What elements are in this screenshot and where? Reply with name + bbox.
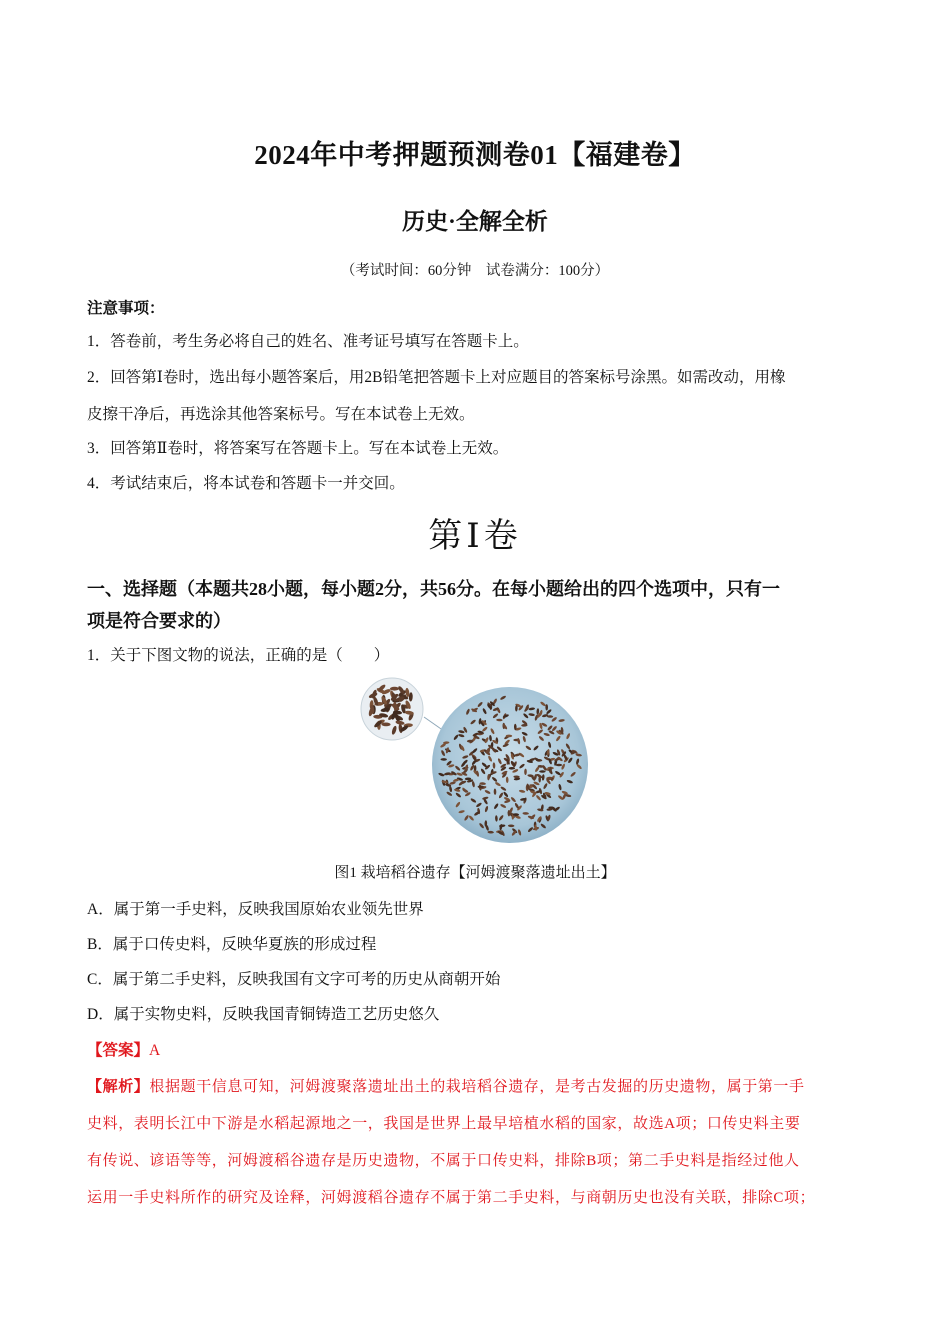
option-d: D．属于实物史料，反映我国青铜铸造工艺历史悠久	[87, 1006, 440, 1023]
section-heading: 一、选择题（本题共28小题，每小题2分，共56分。在每小题给出的四个选项中，只有一	[87, 579, 780, 599]
section-heading-cont: 项是符合要求的）	[87, 611, 231, 631]
analysis-line: 史料，表明长江中下游是水稻起源地之一，我国是世界上最早培植水稻的国家，故选A项；口传史料主要	[87, 1116, 801, 1132]
rice-grain-relic-image	[358, 673, 590, 845]
analysis-line	[87, 1075, 805, 1096]
analysis-label: 【解析】	[87, 1079, 150, 1095]
document-subtitle: 历史·全解全析	[402, 209, 548, 234]
answer-value: A	[149, 1042, 161, 1059]
figure-caption: 图1 栽培稻谷遗存【河姆渡聚落遗址出土】	[334, 865, 616, 881]
document-title: 2024年中考押题预测卷01【福建卷】	[254, 140, 696, 170]
note-item: 3．回答第Ⅱ卷时，将答案写在答题卡上。写在本试卷上无效。	[87, 440, 509, 457]
answer	[87, 1038, 160, 1060]
note-item: 1．答卷前，考生务必将自己的姓名、准考证号填写在答题卡上。	[87, 333, 529, 350]
option-a: A．属于第一手史料，反映我国原始农业领先世界	[87, 901, 424, 918]
option-b: B．属于口传史料，反映华夏族的形成过程	[87, 936, 377, 953]
note-item: 4．考试结束后，将本试卷和答题卡一并交回。	[87, 475, 405, 492]
note-item: 皮擦干净后，再选涂其他答案标号。写在本试卷上无效。	[87, 406, 475, 423]
option-c: C．属于第二手史料，反映我国有文字可考的历史从商朝开始	[87, 971, 501, 988]
note-item: 2．回答第Ⅰ卷时，选出每小题答案后，用2B铅笔把答题卡上对应题目的答案标号涂黑。如需改动，用橡	[87, 369, 786, 386]
analysis-line: 有传说、谚语等等，河姆渡稻谷遗存是历史遗物，不属于口传史料，排除B项；第二手史料是指经过他人	[87, 1153, 800, 1169]
analysis-line: 运用一手史料所作的研究及诠释，河姆渡稻谷遗存不属于第二手史料，与商朝历史也没有关联，排除C项；	[87, 1190, 816, 1206]
answer-label: 【答案】	[87, 1042, 150, 1059]
notes-heading: 注意事项：	[87, 300, 165, 317]
analysis-text: 根据题干信息可知，河姆渡聚落遗址出土的栽培稻谷遗存，是考古发掘的历史遗物，属于第一手	[149, 1079, 805, 1095]
question-stem: 1．关于下图文物的说法，正确的是（ ）	[87, 647, 390, 664]
volume-title: 第Ⅰ卷	[428, 518, 522, 555]
exam-info: （考试时间：60分钟 试卷满分：100分）	[340, 263, 610, 279]
